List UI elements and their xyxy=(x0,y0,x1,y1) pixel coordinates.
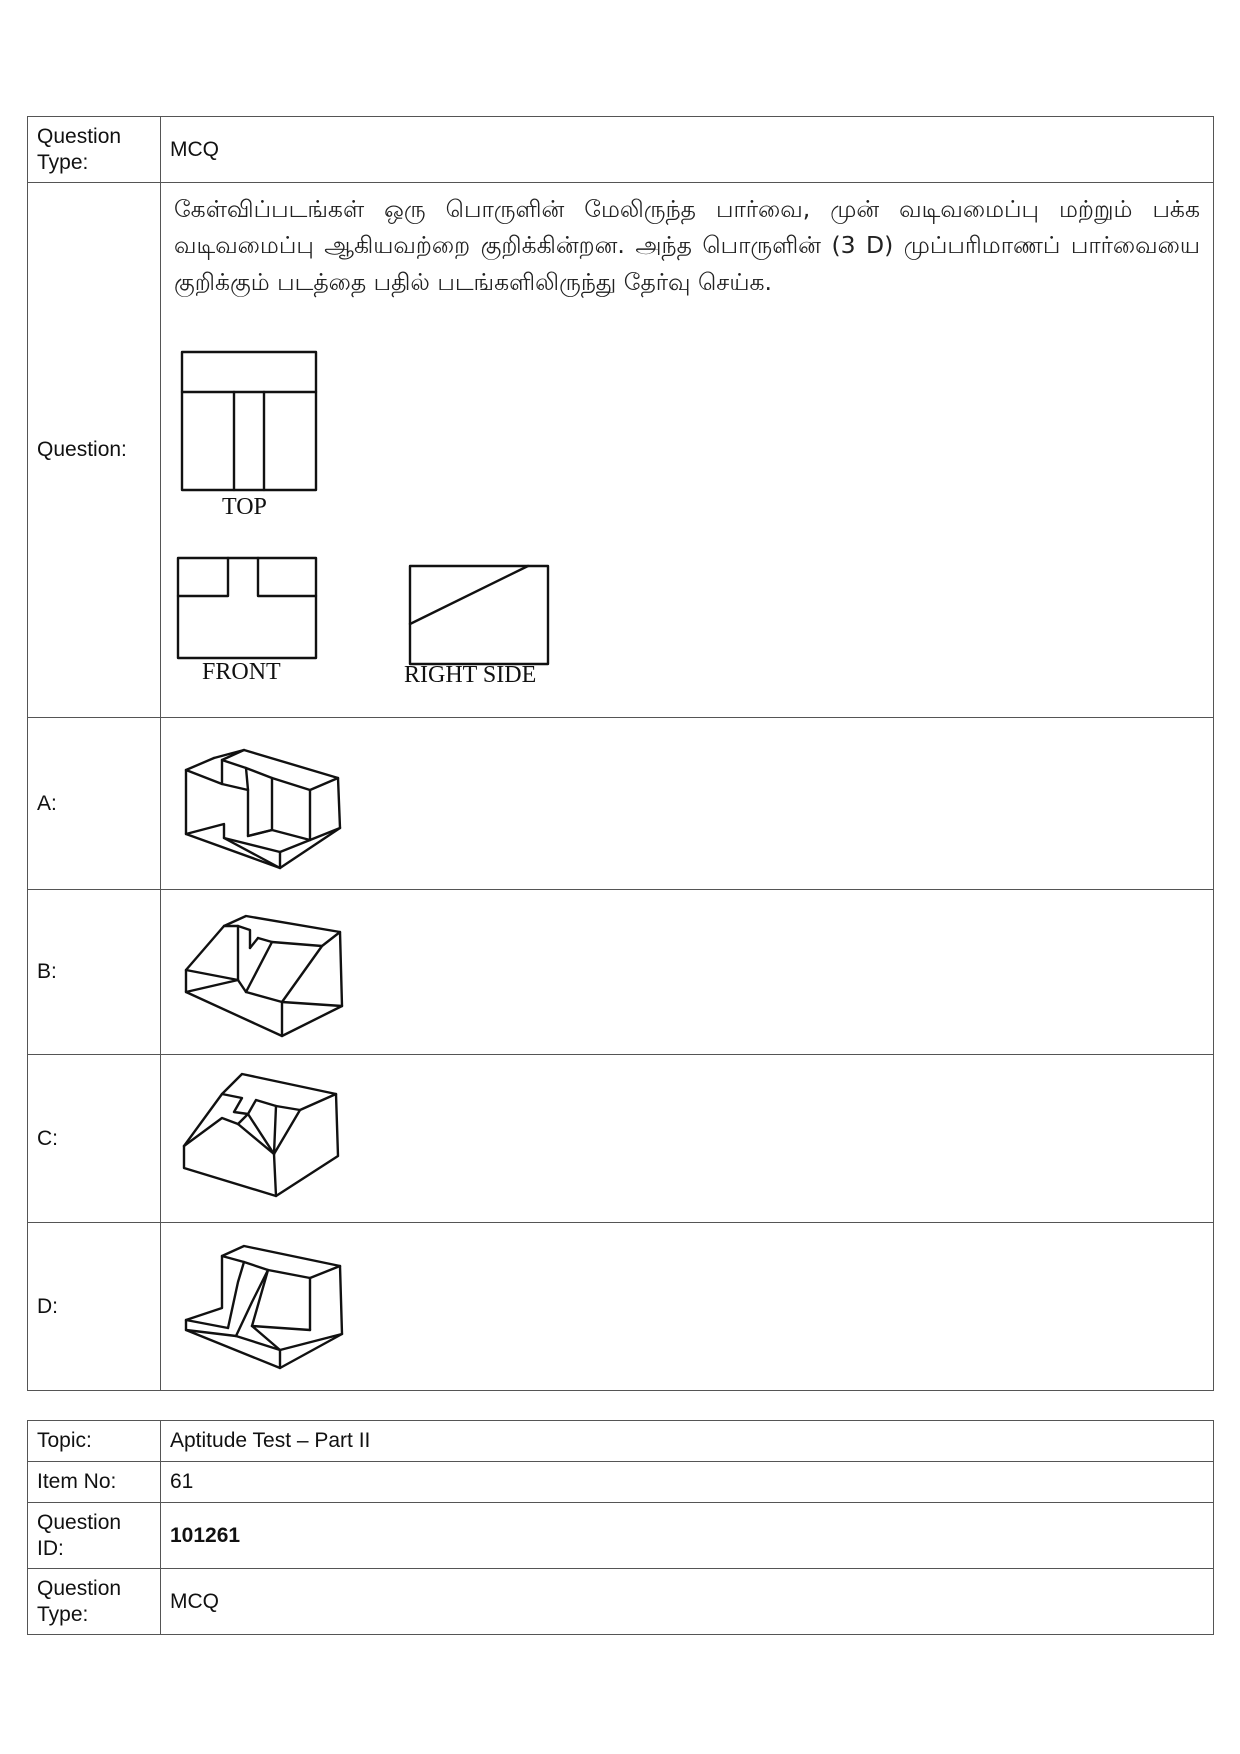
option-a-label: A: xyxy=(28,718,161,890)
question-id-label: Question ID: xyxy=(28,1503,161,1569)
option-b-figure-cell[interactable] xyxy=(161,890,1214,1055)
question-id-value: 101261 xyxy=(161,1503,1214,1569)
option-c-label: C: xyxy=(28,1055,161,1223)
topic-value: Aptitude Test – Part II xyxy=(161,1421,1214,1462)
question-type-label: Question Type: xyxy=(28,117,161,183)
front-view-label: FRONT xyxy=(202,659,281,686)
option-c-figure[interactable] xyxy=(170,1064,350,1214)
item-no-label: Item No: xyxy=(28,1462,161,1503)
question-type-value: MCQ xyxy=(161,117,1214,183)
question-row xyxy=(28,183,1214,718)
top-view-label: TOP xyxy=(222,494,267,521)
option-c-figure-cell[interactable] xyxy=(161,1055,1214,1223)
option-b-figure[interactable] xyxy=(170,902,350,1042)
option-d-row[interactable] xyxy=(28,1223,1214,1391)
meta-question-type-value: MCQ xyxy=(161,1569,1214,1635)
right-side-view xyxy=(404,566,548,688)
question-label: Question: xyxy=(28,183,161,718)
option-a-figure[interactable] xyxy=(170,734,350,874)
meta-question-type-row xyxy=(28,1569,1214,1635)
question-content xyxy=(161,183,1214,718)
meta-question-type-label: Question Type: xyxy=(28,1569,161,1635)
option-b-label: B: xyxy=(28,890,161,1055)
front-view xyxy=(178,558,316,685)
option-d-figure-cell[interactable] xyxy=(161,1223,1214,1391)
option-a-row[interactable] xyxy=(28,718,1214,890)
question-id-row xyxy=(28,1503,1214,1569)
right-side-view-label: RIGHT SIDE xyxy=(404,662,537,689)
question-type-row xyxy=(28,117,1214,183)
top-view xyxy=(182,352,316,520)
option-d-figure[interactable] xyxy=(170,1232,350,1382)
metadata-table xyxy=(27,1420,1214,1635)
topic-label: Topic: xyxy=(28,1421,161,1462)
option-c-row[interactable] xyxy=(28,1055,1214,1223)
option-d-label: D: xyxy=(28,1223,161,1391)
item-no-value: 61 xyxy=(161,1462,1214,1503)
item-no-row xyxy=(28,1462,1214,1503)
topic-row xyxy=(28,1421,1214,1462)
option-a-figure-cell[interactable] xyxy=(161,718,1214,890)
question-table xyxy=(27,116,1214,1391)
option-b-row[interactable] xyxy=(28,890,1214,1055)
orthographic-views xyxy=(170,306,590,689)
question-text: கேள்விப்படங்கள் ஒரு பொருளின் மேலிருந்த பார்வை, முன் வடிவமைப்பு மற்றும் பக்க வடிவமைப்பு ஆகியவற்றை குறிக்கின்றன. அந்த பொருளின் (3 D) முப்பரிமாணப் பார்வையை குறிக்கும் படத்தை பதில் படங்களிலிருந்து தேர்வு செய்க. xyxy=(174,195,1200,296)
